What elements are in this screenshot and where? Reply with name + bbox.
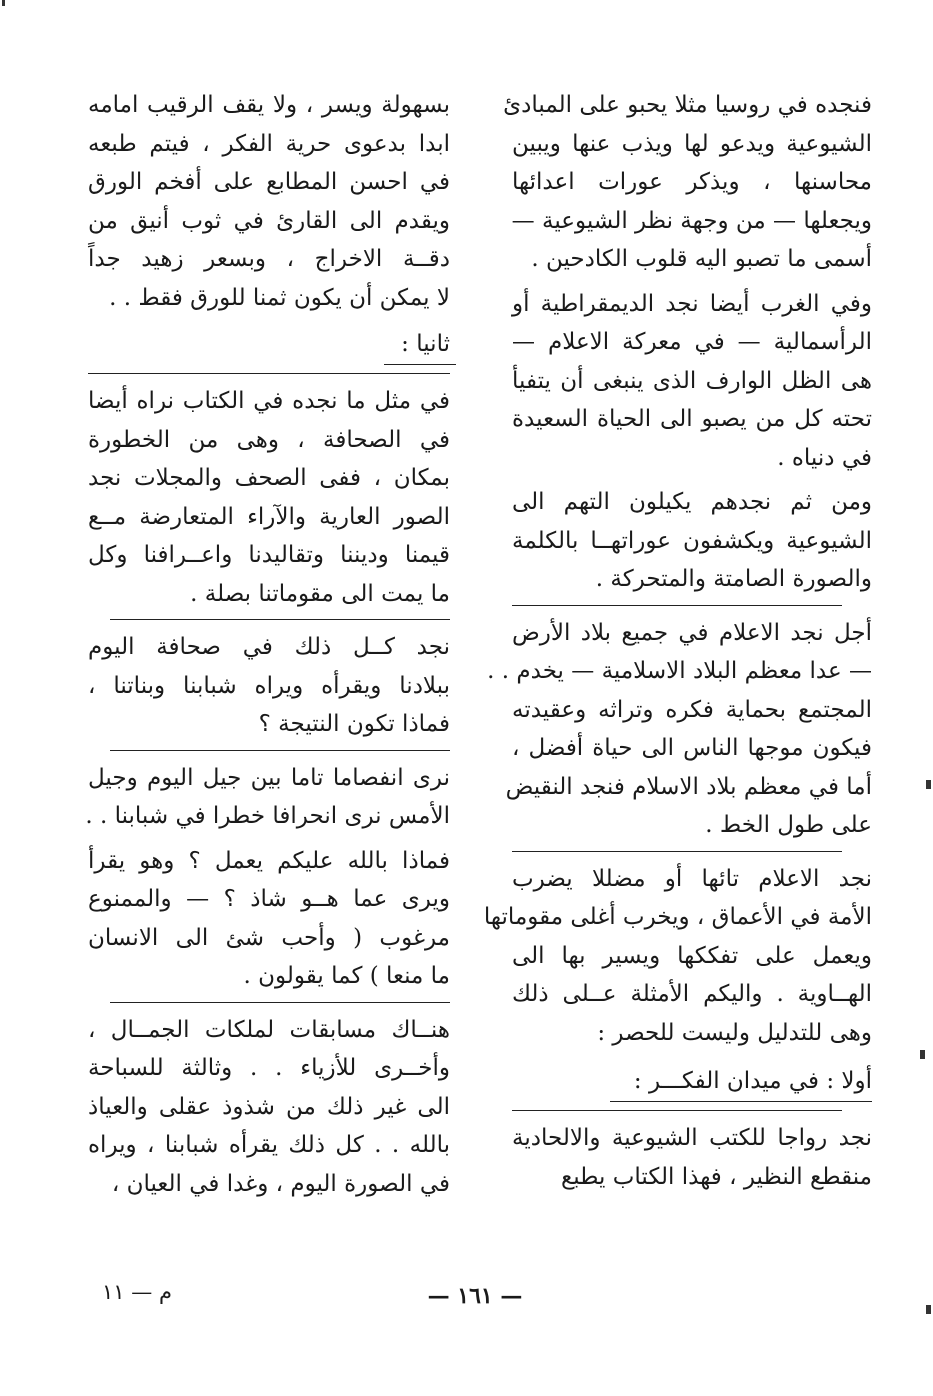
text-line: تحته كل من يصبو الى الحياة السعيدة <box>512 406 872 432</box>
text-line: وفي الغرب أيضا نجد الديمقراطية أو <box>512 290 872 317</box>
text-line: هى الظل الوارف الذى ينبغى أن يتفيأ <box>512 367 872 394</box>
section-heading-text: أولا : في ميدان الفكـــر : <box>633 1068 872 1094</box>
paragraph-rule <box>110 619 450 620</box>
paragraph-rule <box>110 1002 450 1003</box>
section-heading-first <box>512 1062 872 1104</box>
text-line: الى غير ذلك من شذوذ عقلى والعياذ <box>88 1093 450 1120</box>
text-line: ويرى عما هــو شاذ ؟ — والممنوع <box>88 886 450 912</box>
text-line: وهى للتدليل وليست للحصر : <box>597 1019 872 1046</box>
text-line: نجد الاعلام تائها أو مضللا يضرب <box>512 865 872 892</box>
text-line: في الصحافة ، وهى من الخطورة <box>88 426 450 453</box>
paragraph <box>512 285 872 478</box>
text-line: محاسنها ، ويذكر عورات اعدائها <box>512 169 872 195</box>
text-line: — عدا معظم البلاد الاسلامية — يخدم . . <box>487 658 872 684</box>
margin-mark <box>926 780 931 789</box>
paragraph <box>88 628 450 744</box>
paragraph <box>503 86 872 279</box>
text-line: أما في معظم بلاد الاسلام فنجد النقيض <box>505 773 872 800</box>
heading-underline <box>384 364 456 365</box>
text-line: الشيوعية ويدعو لها ويذب عنها ويبين <box>512 130 872 157</box>
text-line: في مثل ما نجده في الكتاب نراه أيضا <box>88 388 450 414</box>
text-line: نرى انفصاما تاما بين جيل اليوم وجيل <box>88 764 450 791</box>
text-line: وأخــرى للأزياء . . وثالثة للسباحة <box>88 1055 450 1081</box>
text-line: ببلادنا ويقرأه ويراه شبابنا وبناتنا ، <box>88 672 450 699</box>
margin-mark <box>920 1050 925 1059</box>
page-number: — ١٦١ — <box>427 1283 523 1309</box>
text-line: ويجعلها — من وجهة نظر الشيوعية — <box>511 207 872 234</box>
text-line: ويعمل على تفككها ويسير بها الى <box>512 942 872 969</box>
paragraph-rule <box>88 373 450 374</box>
text-line: لا يمكن أن يكون ثمنا للورق فقط . . <box>109 284 450 311</box>
text-line: أسمى ما تصبو اليه قلوب الكادحين . <box>531 246 872 272</box>
printer-signature: م — ١١ <box>102 1280 172 1304</box>
text-line: فماذا بالله عليكم يعمل ؟ وهو يقرأ <box>88 847 450 874</box>
text-line: دقــة الاخراج ، وبسعر زهيد جداً <box>88 246 450 272</box>
text-line: الصور العارية والآراء المتعارضة مــع <box>88 503 450 530</box>
text-line: هنــاك مسابقات لملكات الجمــال ، <box>88 1016 450 1043</box>
text-line: في الصورة اليوم ، وغدا في العيان ، <box>111 1170 450 1197</box>
text-line: ابدا بدعوى حرية الفكر ، فيتم طبعه <box>88 130 450 157</box>
text-line: فنجده في روسيا مثلا يحبو على المبادئ <box>503 92 872 118</box>
text-line: ويقدم الى القارئ في ثوب أنيق من <box>88 207 450 234</box>
left-column <box>85 86 450 1203</box>
text-line: المجتمع بحماية فكره وتراثه وعقيدته <box>512 696 872 723</box>
text-line: قيمنا وديننا وتقاليدنا واعــرافنا وكل <box>88 542 450 568</box>
paragraph <box>512 483 872 599</box>
text-line: نجد رواجا للكتب الشيوعية والالحادية <box>512 1125 872 1151</box>
margin-mark <box>2 0 5 6</box>
text-line: ما منعا ) كما يقولون . <box>243 963 450 989</box>
text-line: الشيوعية ويكشفون عوراتهــا بالكلمة <box>512 527 872 554</box>
paragraph <box>88 1011 450 1204</box>
paragraph-rule <box>110 750 450 751</box>
text-line: فماذا تكون النتيجة ؟ <box>258 711 450 737</box>
text-line: أجل نجد الاعلام في جميع بلاد الأرض <box>512 619 872 646</box>
text-line: الهــاوية . واليكم الأمثلة عــلى ذلك <box>512 981 872 1007</box>
paragraph <box>88 86 450 317</box>
heading-underline <box>610 1101 872 1102</box>
text-line: في احسن المطابع على أفخم الورق <box>88 169 450 195</box>
text-line: الأمس نرى انحرافا خطرا في شبابنا . . <box>85 803 450 829</box>
text-line: ما يمت الى مقوماتنا بصلة . <box>190 580 450 607</box>
paragraph-rule <box>512 851 842 852</box>
text-line: مرغوب ( وأحب شئ الى الانسان <box>88 924 450 951</box>
paragraph <box>88 382 450 613</box>
paragraph <box>487 614 872 845</box>
text-line: الأمة في الأعماق ، ويخرب أغلى مقوماتها <box>483 904 872 930</box>
text-line: نجد كــل ذلك في صحافة اليوم <box>88 634 450 660</box>
text-line: بمكان ، ففى الصحف والمجلات نجد <box>88 465 450 491</box>
paragraph-rule <box>512 1110 842 1111</box>
section-heading-text: ثانيا : <box>401 331 450 357</box>
text-line: فيكون موجها الناس الى حياة أفضل ، <box>512 735 872 761</box>
right-column <box>483 86 872 1196</box>
text-line: في دنياه . <box>777 444 872 471</box>
margin-mark <box>926 1305 931 1314</box>
paragraph <box>85 759 450 836</box>
paragraph <box>483 860 872 1053</box>
text-line: والصورة الصامتة والمتحركة . <box>595 566 872 592</box>
text-line: ومن ثم نجدهم يكيلون التهم الى <box>512 489 872 515</box>
paragraph <box>512 1119 872 1196</box>
section-heading-second <box>88 325 450 367</box>
text-line: منقطع النظير ، فهذا الكتاب يطبع <box>560 1163 872 1190</box>
text-line: بسهولة ويسر ، ولا يقف الرقيب امامه <box>88 92 450 118</box>
paragraph-rule <box>512 605 842 606</box>
text-line: على طول الخط . <box>705 812 872 838</box>
text-line: بالله . . كل ذلك يقرأه شبابنا ، ويراه <box>88 1132 450 1158</box>
text-line: الرأسمالية — في معركة الاعلام — <box>512 329 872 355</box>
paragraph <box>88 842 450 996</box>
